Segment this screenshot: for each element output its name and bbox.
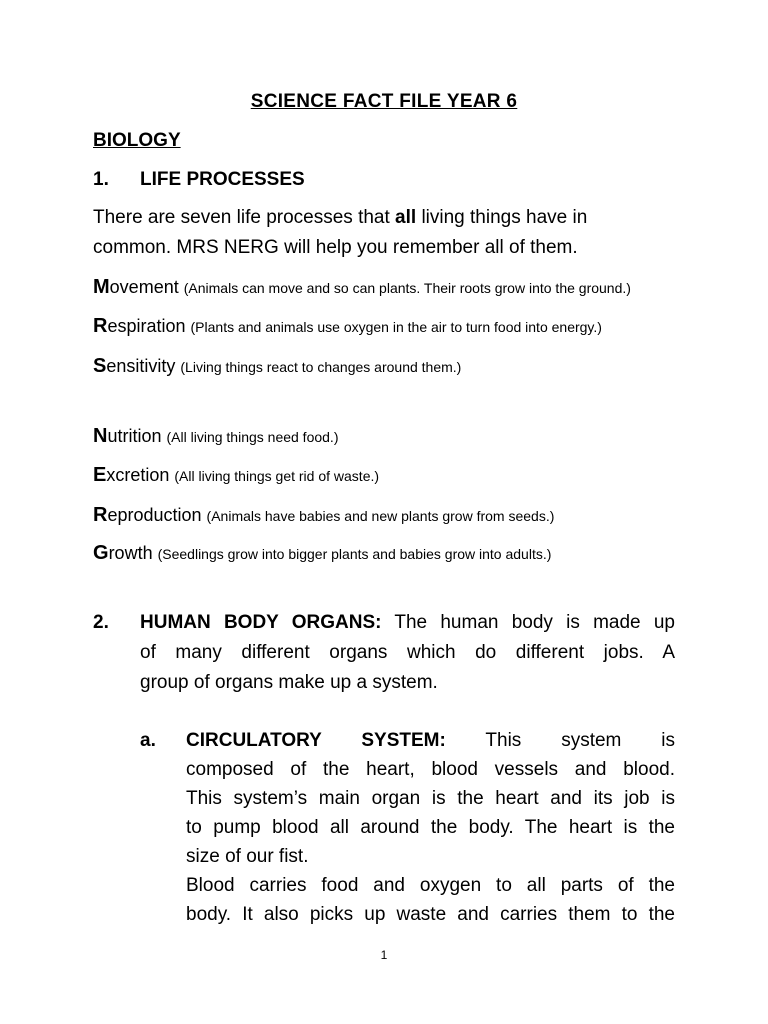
process-description: (Living things react to changes around them.) (180, 359, 462, 375)
subsection-a-line7: body. It also picks up waste and carries them to the (186, 904, 675, 925)
subsection-a-line6: Blood carries food and oxygen to all parts of the (186, 875, 675, 896)
process-description: (Animals can move and so can plants. Their roots grow into the ground.) (183, 280, 631, 296)
process-reproduction (93, 504, 554, 527)
section-1-intro-line2: common. MRS NERG will help you remember all of them. (93, 237, 578, 258)
process-description: (Animals have babies and new plants grow from seeds.) (206, 508, 555, 524)
section-1-number: 1. (93, 169, 109, 190)
process-initial: R (93, 315, 108, 337)
section-2-line2: of many different organs which do different jobs. A (140, 642, 675, 663)
process-initial: E (93, 464, 107, 486)
process-sensitivity (93, 355, 461, 378)
process-name: ensitivity (106, 356, 176, 376)
section-2-line1-text: The human body is made up (394, 612, 676, 633)
subsection-a-heading: CIRCULATORY SYSTEM: (186, 730, 446, 751)
process-name: espiration (107, 316, 186, 336)
subsection-a-line5: size of our fist. (186, 846, 309, 867)
process-name: eproduction (107, 505, 202, 525)
section-2-line3: group of organs make up a system. (140, 672, 438, 693)
subject-heading: BIOLOGY (93, 130, 181, 151)
section-2-number: 2. (93, 612, 109, 633)
process-description: (Seedlings grow into bigger plants and babies grow into adults.) (157, 546, 552, 562)
process-nutrition (93, 425, 339, 448)
process-initial: R (93, 504, 108, 526)
intro-text-post: living things have in (416, 207, 588, 228)
process-description: (All living things get rid of waste.) (174, 468, 380, 484)
process-name: xcretion (106, 465, 170, 485)
subsection-a-line1-text: This system is (485, 730, 675, 751)
process-movement (93, 276, 631, 299)
subsection-a-line2: composed of the heart, blood vessels and blood. (186, 759, 675, 780)
intro-text-pre: There are seven life processes that (93, 207, 396, 228)
intro-text-bold: all (395, 207, 417, 228)
process-respiration (93, 315, 602, 338)
process-excretion (93, 464, 379, 487)
subsection-a-line3: This system’s main organ is the heart and its job is (186, 788, 675, 809)
process-description: (Plants and animals use oxygen in the air to turn food into energy.) (190, 319, 602, 335)
process-name: ovement (109, 277, 179, 297)
process-growth (93, 542, 551, 565)
process-description: (All living things need food.) (166, 429, 339, 445)
process-name: rowth (108, 543, 153, 563)
section-1-heading: LIFE PROCESSES (140, 169, 305, 190)
section-2-heading: HUMAN BODY ORGANS: (140, 612, 382, 633)
process-initial: G (93, 542, 109, 564)
section-2-line1 (140, 608, 675, 638)
subsection-a-letter: a. (140, 730, 156, 751)
process-name: utrition (107, 426, 162, 446)
process-initial: S (93, 355, 107, 377)
subsection-a-line4: to pump blood all around the body. The heart is the (186, 817, 675, 838)
process-initial: M (93, 276, 110, 298)
process-initial: N (93, 425, 108, 447)
section-1-intro-line1 (93, 203, 675, 233)
page-number: 1 (380, 948, 388, 962)
document-title: SCIENCE FACT FILE YEAR 6 (250, 91, 518, 112)
subsection-a-line1 (186, 726, 675, 756)
